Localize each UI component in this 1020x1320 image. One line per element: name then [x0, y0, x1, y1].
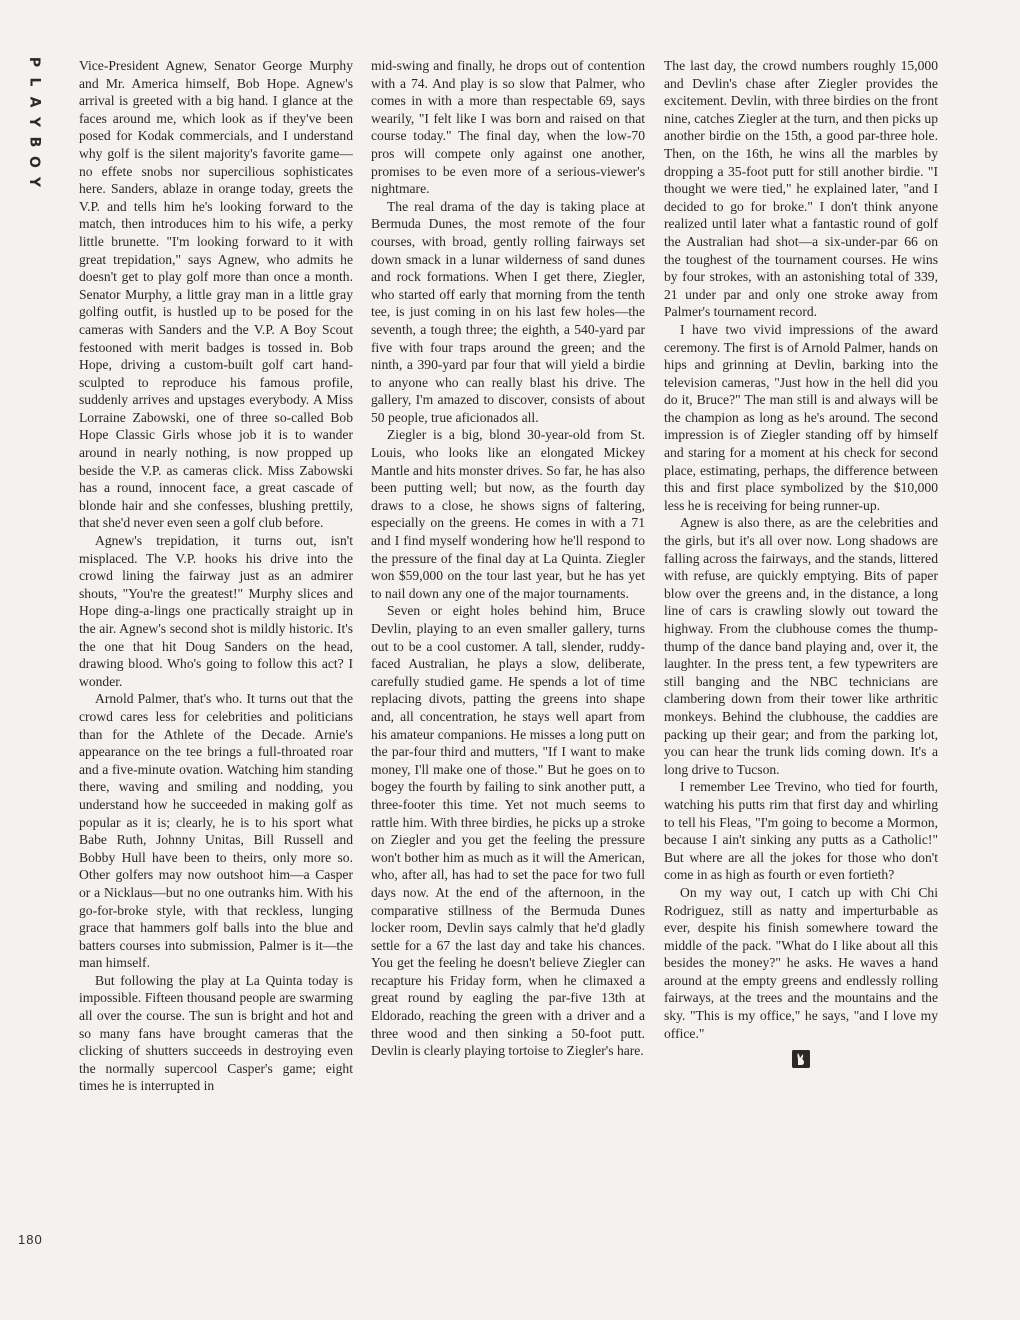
running-head-letter: A — [26, 96, 42, 108]
paragraph: Ziegler is a big, blond 30-year-old from St. Louis, who looks like an elongated Mickey Mantle and hits monster drives. So far, he has also been putting well; but now, as the fourth day draws to a close, he shows signs of faltering, especially on the greens. He comes in with a 71 and I find myself wondering how he'll respond to the pressure of the final day at La Quinta. Ziegler won $59,000 on the tour last year, but he has yet to nail down any one of the major tournaments. — [371, 427, 645, 601]
running-head-letter: Y — [25, 116, 42, 128]
running-head-letter: L — [25, 77, 42, 87]
page-number: 180 — [18, 1232, 43, 1247]
paragraph: The real drama of the day is taking place at Bermuda Dunes, the most remote of the four courses, with broad, gently rolling fairways set down smack in a lunar wilderness of sand dunes and rock formations. When I get there, Ziegler, who started off early that morning from the tenth tee, is just coming in on his last few holes—the seventh, a tough three; the eighth, a 540-yard par five with four traps around the green; and the ninth, a 390-yard par four that will yield a birdie to anyone who can really blast his drive. The gallery, I'm amazed to discover, consists of about 50 people, true aficionados all. — [371, 198, 645, 425]
running-head-letter: Y — [25, 176, 42, 188]
paragraph: mid-swing and finally, he drops out of contention with a 74. And play is so slow that Palmer, who comes in with a more than respectable 69, says wearily, "I felt like I was born and raised on that course today." The final day, when the low-70 pros will compete only against one another, promises to be even more of a serious-viewer's nightmare. — [371, 58, 645, 197]
paragraph: I remember Lee Trevino, who tied for fourth, watching his putts rim that first day and whirling to tell his Fleas, "I'm going to become a Mormon, because I ain't sinking any putts as a Catholic!" But where are all the jokes for those who don't come in as high as fourth or even fortieth? — [664, 779, 938, 883]
running-head-letter: P — [25, 56, 42, 68]
paragraph: Agnew's trepidation, it turns out, isn't misplaced. The V.P. hooks his drive into the crowd lining the fairway just as an admirer shouts, "You're the greatest!" Murphy slices and Hope ding-a-lings one practically straight up in the air. Agnew's second shot is mildly historic. It's the one that hit Doug Sanders on the head, drawing blood. Who's going to follow this act? I wonder. — [79, 533, 353, 689]
paragraph: On my way out, I catch up with Chi Chi Rodriguez, still as natty and imperturbable as ever, despite his finish somewhere toward the middle of the pack. "What do I like about all this besides the money?" he asks. He waves a hand around at the empty greens and endlessly rolling fairways, at the trees and the mountains and the sky. "This is my office," he says, "and I love my office." — [664, 884, 938, 1041]
running-head-letter: O — [26, 156, 42, 168]
paragraph: But following the play at La Quinta today is impossible. Fifteen thousand people are swarming all over the course. The sun is bright and hot and so many fans have brought cameras that the clicking of shutters succeeds in destroying even the normally supercool Casper's game; eight times he is interrupted in — [79, 972, 353, 1094]
article-column-3 — [664, 57, 938, 1068]
running-head — [22, 52, 46, 192]
paragraph: Seven or eight holes behind him, Bruce Devlin, playing to an even smaller gallery, turns out to be a cool customer. A tall, slender, ruddy-faced Australian, he plays a slow, deliberate, carefully studied game. He spends a lot of time replacing divots, patting the greens into shape and, all concentration, he stays well apart from his amateur companions. He misses a long putt on the par-four third and mutters, "If I want to make money, I'll make one of those." But he goes on to bogey the fourth by failing to sink another putt, a three-footer this time. Yet not much seems to rattle him. With three birdies, he picks up a stroke on Ziegler and you get the feeling the pressure won't bother him as much as it will the American, who, after all, has had to set the pace for two full days now. At the end of the afternoon, in the comparative stillness of the Bermuda Dunes locker room, Devlin says calmly that he'd gladly settle for a 67 the last day and take his chances. You get the feeling he doesn't believe Ziegler can recapture his Friday form, when he climaxed a great round by eagling the par-five 13th at Eldorado, reaching the green with a driver and a three wood and then sinking a 50-foot putt. Devlin is clearly playing tortoise to Ziegler's hare. — [371, 603, 645, 1059]
paragraph: I have two vivid impressions of the award ceremony. The first is of Arnold Palmer, hands on hips and grinning at Devlin, barking into the television cameras, "Just how in the hell did you do it, Bruce?" The man still is and always will be the champion as long as he's around. The second impression is of Ziegler standing off by himself and staring for a moment at his check for second place, estimating, perhaps, the difference between this and first place symbolized by the $10,000 less he is receiving for being runner-up. — [664, 321, 938, 513]
article-column-2 — [371, 57, 645, 1060]
paragraph: Agnew is also there, as are the celebrities and the girls, but it's all over now. Long shadows are falling across the fairways, and the stands, littered with refuse, are quickly emptying. Bits of paper blow over the greens and, in the distance, a long line of cars is crawling slowly out toward the highway. From the clubhouse comes the thump-thump of the dance band playing and, over it, the laughter. In the press tent, a few typewriters are still banging and the NBC technicians are clambering down from their tower like arthritic monkeys. Behind the clubhouse, the caddies are packing up their gear; and from the parking lot, you can hear the trunk lids coming down. It's a long drive to Tucson. — [664, 515, 938, 777]
paragraph: Arnold Palmer, that's who. It turns out that the crowd cares less for celebrities and politicians than for the Athlete of the Decade. Arnie's appearance on the tee brings a full-throated roar and a five-minute ovation. Watching him standing there, waving and smiling and nodding, you understand how he succeeded in making golf as popular as it is; clearly, he is to his sport what Babe Ruth, Johnny Unitas, Bill Russell and Bobby Hull have been to theirs, only more so. Other golfers may now outshoot him—a Casper or a Nicklaus—but no one outranks him. With his go-for-broke style, with that reckless, lunging grace that hammers golf balls into the blue and batters courses into submission, Palmer is it—the man himself. — [79, 691, 353, 971]
article-column-1 — [79, 57, 353, 1095]
playboy-rabbit-icon — [792, 1050, 810, 1068]
running-head-letter: B — [25, 136, 42, 148]
paragraph: Vice-President Agnew, Senator George Murphy and Mr. America himself, Bob Hope. Agnew's arrival is greeted with a big hand. I glance at the faces around me, which look as if they've been posed for Kodak commercials, and I understand why golf is the silent majority's favorite game—no effete snobs nor supercilious sophisticates here. Sanders, ablaze in orange today, greets the V.P. and tells him he's looking forward to the match, then introduces him to his wife, a perky little brunette. "I'm looking forward to it with great trepidation," says Agnew, who admits he doesn't get to play golf more than once a month. Senator Murphy, a little gray man in a little gray golfing outfit, is hustled up to be posed for the cameras with Sanders and the V.P. A Boy Scout festooned with merit badges is tossed in. Bob Hope, driving a custom-built golf cart hand-sculpted to reproduce his famous profile, suddenly arrives and upstages everybody. A Miss Lorraine Zabowski, one of three so-called Bob Hope Classic Girls whose job it is to wander around in nearly nothing, is now propped up beside the V.P. as cameras click. Miss Zabowski has a round, innocent face, a great cascade of blonde hair and she confesses, blushing prettily, that she'd never even seen a golf club before. — [79, 58, 353, 531]
paragraph: The last day, the crowd numbers roughly 15,000 and Devlin's chase after Ziegler provides the excitement. Devlin, with three birdies on the front nine, catches Ziegler at the turn, and then picks up another birdie on the 15th, a good par-three hole. Then, on the 16th, he wins all the marbles by dropping a 35-foot putt for still another birdie. "I thought we were tied," he explained later, "and I decided to go for broke." I don't think anyone realized until later what a fantastic round of golf the Australian had shot—a six-under-par 66 on the toughest of the tournament courses. He wins by four strokes, with an astonishing total of 339, 21 under par and only one stroke away from Palmer's tournament record. — [664, 58, 938, 320]
